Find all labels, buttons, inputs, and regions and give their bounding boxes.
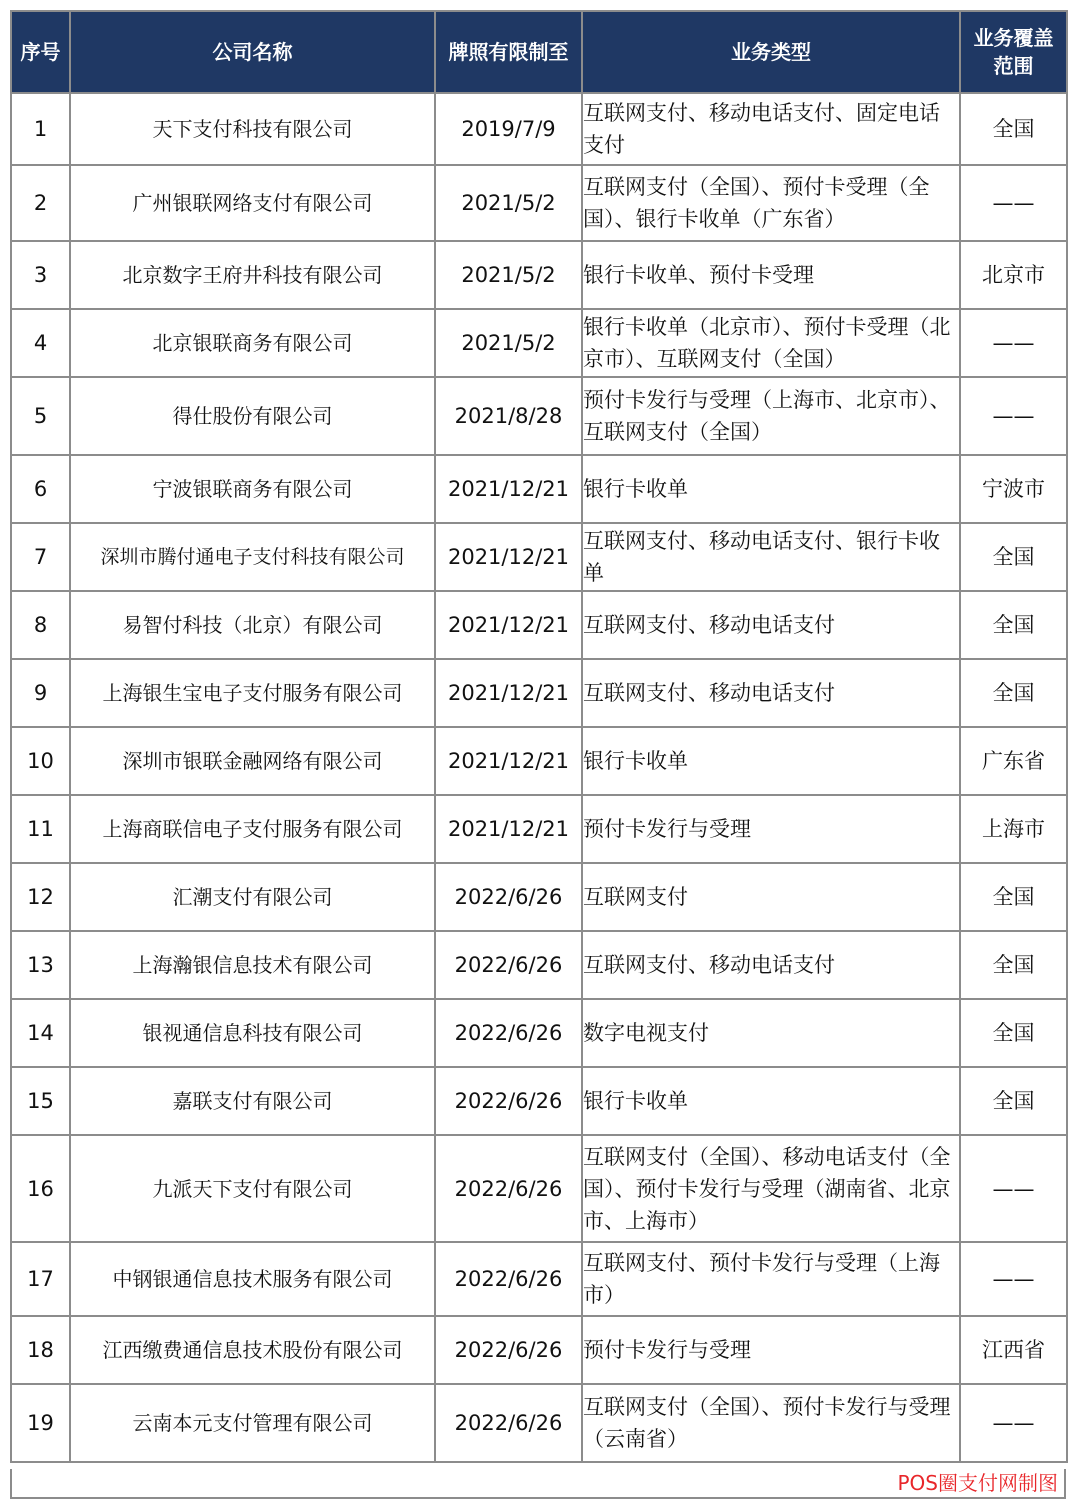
row-company: 广州银联网络支付有限公司 (70, 165, 435, 241)
row-company: 上海商联信电子支付服务有限公司 (70, 795, 435, 863)
row-company: 九派天下支付有限公司 (70, 1135, 435, 1242)
row-region: 全国 (960, 863, 1067, 931)
row-index: 2 (11, 165, 70, 241)
row-region: 全国 (960, 93, 1067, 165)
row-index: 8 (11, 591, 70, 659)
row-index: 1 (11, 93, 70, 165)
row-company: 深圳市银联金融网络有限公司 (70, 727, 435, 795)
row-index: 6 (11, 455, 70, 523)
table-row (11, 1316, 1067, 1384)
license-table (10, 10, 1068, 1463)
row-company: 嘉联支付有限公司 (70, 1067, 435, 1135)
row-expiry: 2022/6/26 (435, 1135, 582, 1242)
row-business: 互联网支付 (582, 863, 960, 931)
row-company: 易智付科技（北京）有限公司 (70, 591, 435, 659)
header-region: 业务覆盖范围 (960, 11, 1067, 93)
row-index: 9 (11, 659, 70, 727)
row-index: 16 (11, 1135, 70, 1242)
row-region: 上海市 (960, 795, 1067, 863)
row-index: 3 (11, 241, 70, 309)
table-row (11, 999, 1067, 1067)
row-company: 北京银联商务有限公司 (70, 309, 435, 377)
row-business: 银行卡收单 (582, 727, 960, 795)
table-row (11, 591, 1067, 659)
row-expiry: 2022/6/26 (435, 931, 582, 999)
row-region: —— (960, 1384, 1067, 1462)
row-business: 互联网支付（全国）、预付卡发行与受理 （云南省） (582, 1384, 960, 1462)
row-index: 13 (11, 931, 70, 999)
row-region: 全国 (960, 591, 1067, 659)
table-row (11, 241, 1067, 309)
row-business: 互联网支付、预付卡发行与受理（上海市） (582, 1242, 960, 1316)
row-region: —— (960, 309, 1067, 377)
row-expiry: 2019/7/9 (435, 93, 582, 165)
watermark-credit: POS圈支付网制图 (897, 1471, 1058, 1495)
table-row (11, 659, 1067, 727)
row-region: 全国 (960, 659, 1067, 727)
header-business: 业务类型 (582, 11, 960, 93)
row-business: 互联网支付（全国）、预付卡受理（全国）、银行卡收单（广东省） (582, 165, 960, 241)
row-region: 宁波市 (960, 455, 1067, 523)
row-index: 18 (11, 1316, 70, 1384)
row-region: 北京市 (960, 241, 1067, 309)
row-business: 互联网支付、移动电话支付 (582, 659, 960, 727)
table-row (11, 1135, 1067, 1242)
header-expiry: 牌照有限制至 (435, 11, 582, 93)
table-header-row (11, 11, 1067, 93)
table-row (11, 455, 1067, 523)
row-region: —— (960, 1135, 1067, 1242)
row-expiry: 2021/12/21 (435, 591, 582, 659)
table-row (11, 377, 1067, 455)
row-expiry: 2021/8/28 (435, 377, 582, 455)
row-region: —— (960, 377, 1067, 455)
row-expiry: 2022/6/26 (435, 999, 582, 1067)
table-row (11, 523, 1067, 591)
table-row (11, 93, 1067, 165)
row-region: 广东省 (960, 727, 1067, 795)
row-business: 互联网支付、移动电话支付、固定电话支付 (582, 93, 960, 165)
row-business: 银行卡收单（北京市）、预付卡受理（北京市）、互联网支付（全国） (582, 309, 960, 377)
row-region: 江西省 (960, 1316, 1067, 1384)
row-business: 数字电视支付 (582, 999, 960, 1067)
row-business: 银行卡收单 (582, 455, 960, 523)
row-expiry: 2021/12/21 (435, 523, 582, 591)
table-row (11, 795, 1067, 863)
row-business: 预付卡发行与受理 (582, 1316, 960, 1384)
row-business: 互联网支付、移动电话支付 (582, 931, 960, 999)
row-company: 江西缴费通信息技术股份有限公司 (70, 1316, 435, 1384)
row-index: 11 (11, 795, 70, 863)
row-company: 银视通信息科技有限公司 (70, 999, 435, 1067)
header-company: 公司名称 (70, 11, 435, 93)
row-expiry: 2022/6/26 (435, 1384, 582, 1462)
row-company: 云南本元支付管理有限公司 (70, 1384, 435, 1462)
row-business: 银行卡收单、预付卡受理 (582, 241, 960, 309)
row-company: 上海银生宝电子支付服务有限公司 (70, 659, 435, 727)
row-index: 5 (11, 377, 70, 455)
row-business: 银行卡收单 (582, 1067, 960, 1135)
row-expiry: 2021/5/2 (435, 165, 582, 241)
row-company: 上海瀚银信息技术有限公司 (70, 931, 435, 999)
row-expiry: 2022/6/26 (435, 1316, 582, 1384)
row-business: 互联网支付、移动电话支付、银行卡收单 (582, 523, 960, 591)
row-company: 汇潮支付有限公司 (70, 863, 435, 931)
row-region: 全国 (960, 999, 1067, 1067)
row-business: 预付卡发行与受理（上海市、北京市）、互联网支付（全国） (582, 377, 960, 455)
table-row (11, 1242, 1067, 1316)
row-expiry: 2021/12/21 (435, 455, 582, 523)
row-index: 14 (11, 999, 70, 1067)
header-index: 序号 (11, 11, 70, 93)
row-expiry: 2021/5/2 (435, 309, 582, 377)
footer-bar (10, 1469, 1066, 1499)
table-row (11, 309, 1067, 377)
license-table-container (10, 10, 1066, 1463)
row-company: 天下支付科技有限公司 (70, 93, 435, 165)
row-expiry: 2022/6/26 (435, 1242, 582, 1316)
row-index: 15 (11, 1067, 70, 1135)
row-expiry: 2022/6/26 (435, 863, 582, 931)
row-region: 全国 (960, 523, 1067, 591)
table-row (11, 165, 1067, 241)
row-expiry: 2021/5/2 (435, 241, 582, 309)
row-company: 中钢银通信息技术服务有限公司 (70, 1242, 435, 1316)
row-business: 互联网支付（全国）、移动电话支付（全国）、预付卡发行与受理（湖南省、北京市、上海市） (582, 1135, 960, 1242)
row-index: 4 (11, 309, 70, 377)
table-row (11, 1384, 1067, 1462)
row-business: 互联网支付、移动电话支付 (582, 591, 960, 659)
row-index: 7 (11, 523, 70, 591)
row-expiry: 2021/12/21 (435, 659, 582, 727)
row-index: 19 (11, 1384, 70, 1462)
row-company: 宁波银联商务有限公司 (70, 455, 435, 523)
table-row (11, 931, 1067, 999)
row-region: —— (960, 1242, 1067, 1316)
row-company: 深圳市腾付通电子支付科技有限公司 (70, 523, 435, 591)
row-company: 北京数字王府井科技有限公司 (70, 241, 435, 309)
row-company: 得仕股份有限公司 (70, 377, 435, 455)
row-expiry: 2022/6/26 (435, 1067, 582, 1135)
row-region: 全国 (960, 931, 1067, 999)
row-business: 预付卡发行与受理 (582, 795, 960, 863)
row-expiry: 2021/12/21 (435, 727, 582, 795)
row-expiry: 2021/12/21 (435, 795, 582, 863)
row-region: 全国 (960, 1067, 1067, 1135)
table-row (11, 863, 1067, 931)
row-index: 12 (11, 863, 70, 931)
row-region: —— (960, 165, 1067, 241)
table-row (11, 1067, 1067, 1135)
row-index: 17 (11, 1242, 70, 1316)
table-row (11, 727, 1067, 795)
row-index: 10 (11, 727, 70, 795)
